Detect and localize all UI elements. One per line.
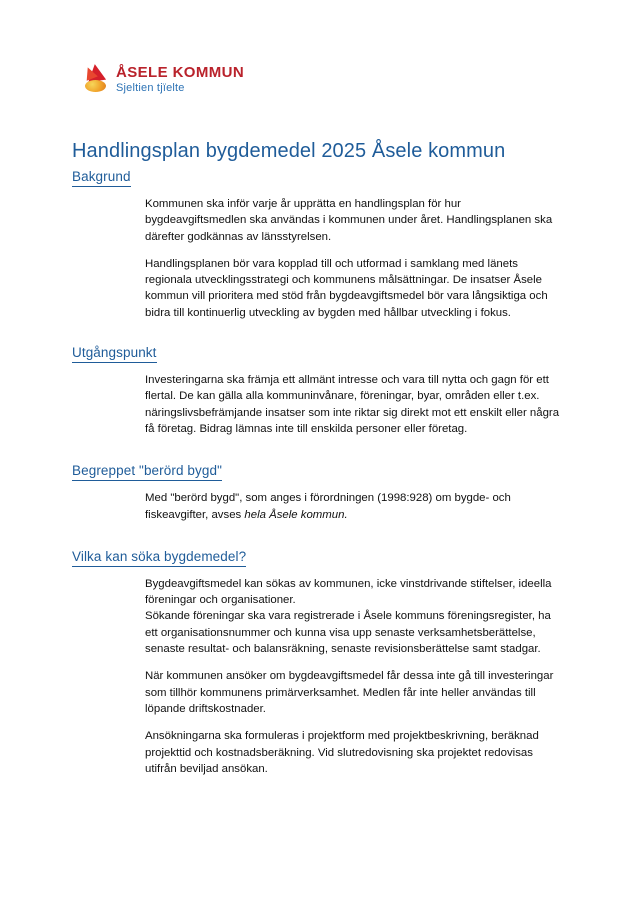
paragraph: Med "berörd bygd", som anges i förordningen (1998:928) om bygde- och fiskeavgifter, avses hela Åsele kommun. bbox=[145, 492, 511, 521]
paragraph: När kommunen ansöker om bygdeavgiftsmedel får dessa inte gå till investeringar som tillhör kommunens primärverksamhet. Medlen får inte heller användas till löpande driftskostnader. bbox=[145, 670, 554, 715]
paragraph: Ansökningarna ska formuleras i projektform med projektbeskrivning, beräknad projekttid och kostnadsberäkning. Vid slutredovisning ska projektet redovisas utifrån beviljad ansökan. bbox=[145, 730, 539, 775]
section-vilka-kan-soka-bygdemedel bbox=[72, 548, 572, 777]
page-title: Handlingsplan bygdemedel 2025 Åsele kommun bbox=[72, 140, 506, 163]
section-heading: Bakgrund bbox=[72, 169, 131, 187]
logo-text bbox=[116, 65, 244, 94]
paragraph: Investeringarna ska främja ett allmänt intresse och vara till nytta och gagn för ett flertal. De kan gälla alla kommuninvånare, föreningar, byar, områden eller t.ex. näringslivsbefrämjande insatser som inte riktar sig direkt mot ett enskilt eller några få företag. Bidrag lämnas inte till enskilda personer eller företag. bbox=[145, 374, 560, 435]
paragraph: Handlingsplanen bör vara kopplad till och utformad i samklang med länets regionala utvecklingsstrategi och kommunens målsättningar. De insatser Åsele kommun vill prioritera med stöd från bygdeavgiftsmedel bör vara långsiktiga och bidra till kontinuerlig utveckling av bygden med hållbar utveckling i fokus. bbox=[145, 257, 548, 319]
logo-subtitle: Sjeltien tjïelte bbox=[116, 81, 185, 94]
section-bakgrund bbox=[72, 168, 572, 321]
paragraph: Sökande föreningar ska vara registrerade i Åsele kommuns föreningsregister, ha ett organisationsnummer och kunna visa upp senaste verksamhetsberättelse, senaste resultat- och balansräkning, senaste revisionsberättelse samt stadgar. bbox=[145, 610, 551, 656]
logo-title: ÅSELE KOMMUN bbox=[116, 63, 245, 81]
sun-disc-shape bbox=[85, 80, 106, 92]
section-heading: Begreppet "berörd bygd" bbox=[72, 463, 222, 481]
asele-kommun-logo bbox=[83, 64, 244, 94]
document-body bbox=[72, 168, 572, 788]
section-begreppet-berord-bygd bbox=[72, 462, 572, 523]
paragraph: Kommunen ska inför varje år upprätta en handlingsplan för hur bygdeavgiftsmedlen ska användas i kommunen under året. Handlingsplanen ska därefter godkännas av länsstyrelsen. bbox=[145, 198, 553, 243]
section-utgangspunkt bbox=[72, 344, 572, 437]
section-heading: Vilka kan söka bygdemedel? bbox=[72, 549, 246, 567]
paragraph: Bygdeavgiftsmedel kan sökas av kommunen, icke vinstdrivande stiftelser, ideella föreningar och organisationer. bbox=[145, 577, 552, 607]
asele-flame-sun-logo-icon bbox=[83, 64, 109, 94]
section-heading: Utgångspunkt bbox=[72, 345, 157, 363]
